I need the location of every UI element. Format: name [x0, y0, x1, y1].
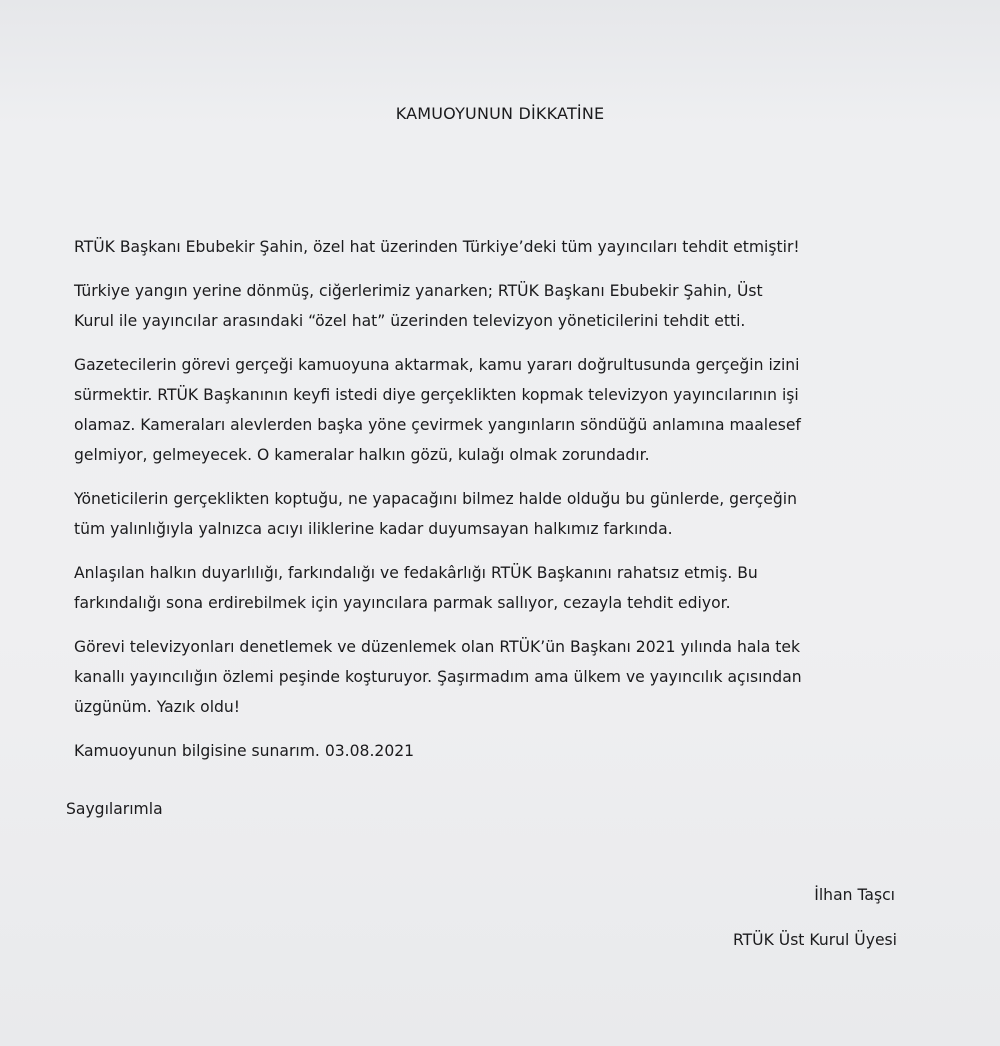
paragraph-date-notice: Kamuoyunun bilgisine sunarım. 03.08.2021	[74, 742, 415, 760]
closing-salutation: Saygılarımla	[66, 800, 163, 818]
paragraph-journalism-duty: Gazetecilerin görevi gerçeği kamuoyuna aktarmak, kamu yararı doğrultusunda gerçeğin izini sürmektir. RTÜK Başkanının keyfi istedi diye gerçeklikten kopmak televizyon yayıncılarının işi olamaz. Kameraları alevlerden başka yöne çevirmek yangınların söndüğü anlamına maalesef gelmiyor, gelmeyecek. O kameralar halkın gözü, kulağı olmak zorundadır.	[74, 356, 801, 464]
paragraph-sensitivity: Anlaşılan halkın duyarlılığı, farkındalığı ve fedakârlığı RTÜK Başkanını rahatsız etmiş. Bu farkındalığı sona erdirebilmek için yayıncılara parmak sallıyor, cezayla tehdit ediyor.	[74, 564, 758, 612]
document-title: KAMUOYUNUN DİKKATİNE	[395, 104, 605, 123]
paragraph-public-awareness: Yöneticilerin gerçeklikten koptuğu, ne yapacağını bilmez halde olduğu bu günlerde, gerçeğin tüm yalınlığıyla yalnızca acıyı iliklerine kadar duyumsayan halkımız farkında.	[74, 490, 797, 538]
signature-title: RTÜK Üst Kurul Üyesi	[732, 931, 897, 949]
signature-name: İlhan Taşcı	[814, 886, 895, 904]
paragraph-single-channel: Görevi televizyonları denetlemek ve düzenlemek olan RTÜK’ün Başkanı 2021 yılında hala tek kanallı yayıncılığın özlemi peşinde koşturuyor. Şaşırmadım ama ülkem ve yayıncılık açısından üzgünüm. Yazık oldu!	[74, 638, 802, 716]
document-body	[74, 232, 914, 780]
paragraph-fire-context: Türkiye yangın yerine dönmüş, ciğerlerimiz yanarken; RTÜK Başkanı Ebubekir Şahin, Üst Kurul ile yayıncılar arasındaki “özel hat” üzerinden televizyon yöneticilerini tehdit etti.	[74, 282, 763, 330]
paragraph-threat-statement: RTÜK Başkanı Ebubekir Şahin, özel hat üzerinden Türkiye’deki tüm yayıncıları tehdit etmiştir!	[74, 238, 800, 256]
